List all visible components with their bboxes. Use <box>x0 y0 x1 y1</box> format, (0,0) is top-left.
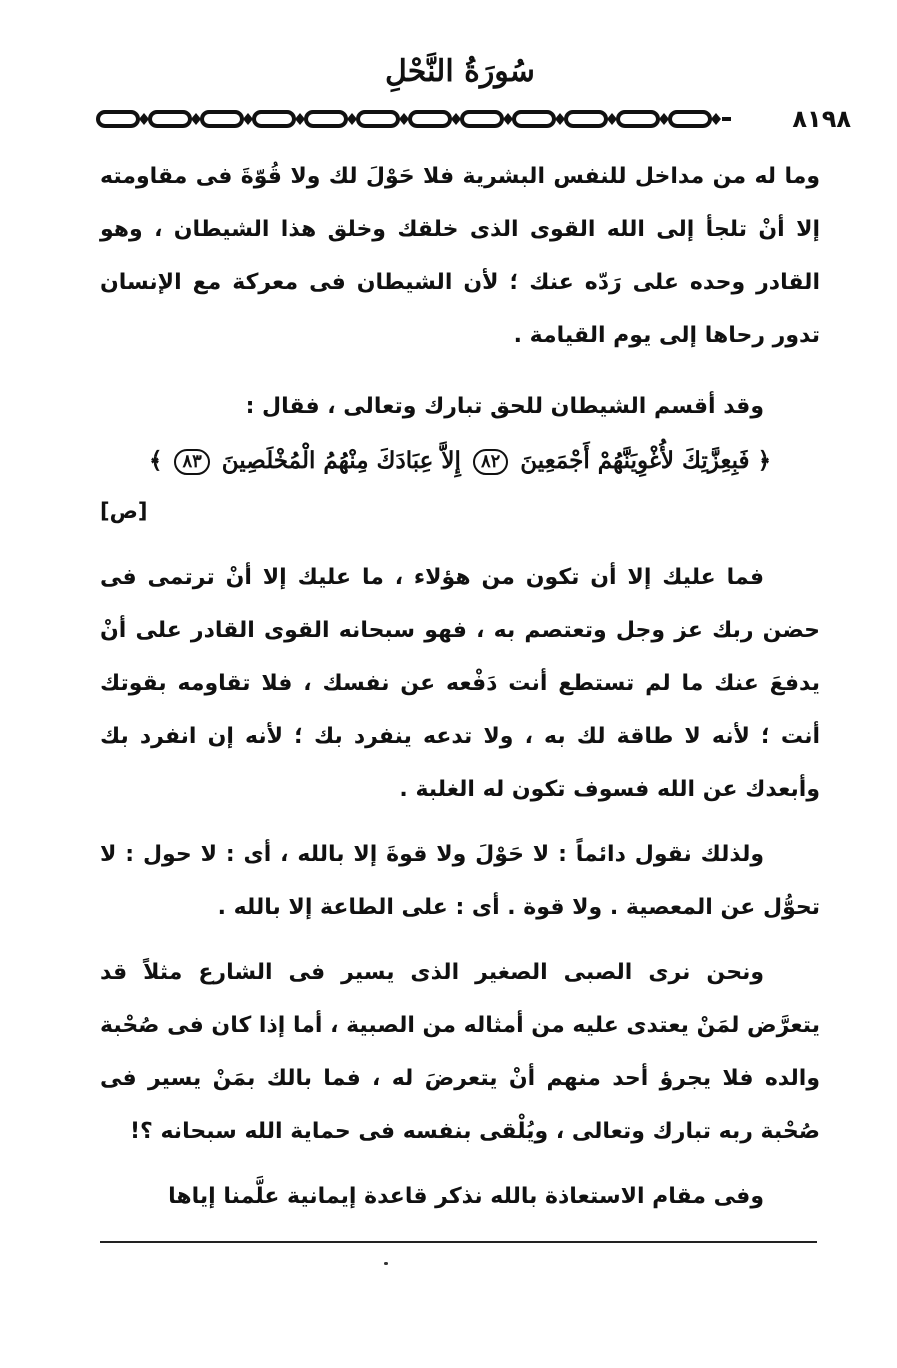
page-number: ٨١٩٨ <box>731 104 855 134</box>
footnote-separator <box>100 1241 817 1243</box>
ornament-link <box>670 112 710 126</box>
verse-number-83: ٨٣ <box>174 449 209 475</box>
ornament-diamond <box>555 113 565 125</box>
ornament-diamond <box>451 113 461 125</box>
ornament-diamond <box>295 113 305 125</box>
ornament-diamond <box>399 113 409 125</box>
ornament-diamond <box>347 113 357 125</box>
ornament-link <box>410 112 450 126</box>
ornament-link <box>306 112 346 126</box>
ornament-diamond <box>139 113 149 125</box>
paragraph: وفى مقام الاستعاذة بالله نذكر قاعدة إيمانية علَّمنا إياها <box>168 1184 764 1209</box>
ornament-diamond <box>191 113 201 125</box>
surah-title: سُورَةُ النَّحْلِ <box>385 54 535 89</box>
ornament-link <box>150 112 190 126</box>
paragraph: فما عليك إلا أن تكون من هؤلاء ، ما عليك إلا أنْ ترتمى فى حضن ربك عز وجل وتعتصم به ، فهو سبحانه القوى القادر على أنْ يدفعَ عنك ما لم تستطع أنت دَفْعه عن نفسك ، فلا تقاومه بقوتك أنت ؛ لأنه لا طاقة لك به ، ولا تدعه ينفرد بك ؛ لأنه إن انفرد بك وأبعدك عن الله فسوف تكون له الغلبة . <box>100 565 820 802</box>
main-text <box>100 150 820 1223</box>
ornament-diamond <box>243 113 253 125</box>
quran-verse-part-2: إِلاَّ عِبَادَكَ مِنْهُمُ الْمُخْلَصِينَ <box>221 447 461 474</box>
ornament-diamond <box>711 113 721 125</box>
ornament-link <box>462 112 502 126</box>
paragraph: وقد أقسم الشيطان للحق تبارك وتعالى ، فقال : <box>245 394 764 419</box>
ornament-diamond <box>503 113 513 125</box>
ornament-link <box>98 112 138 126</box>
quran-verse <box>100 433 820 489</box>
paragraph: وما له من مداخل للنفس البشرية فلا حَوْلَ لك ولا قُوّةَ فى مقاومته إلا أنْ تلجأ إلى الله القوى الذى خلقك وخلق هذا الشيطان ، وهو القادر وحده على رَدّه عنك ؛ لأن الشيطان فى معركة مع الإنسان تدور رحاها إلى يوم القيامة . <box>100 164 820 348</box>
quran-open-bracket: ﴿ <box>757 447 772 474</box>
surah-reference: [ص] <box>100 499 148 523</box>
ornament-diamond <box>607 113 617 125</box>
ornament-link <box>358 112 398 126</box>
ornament-link <box>514 112 554 126</box>
paragraph: ونحن نرى الصبى الصغير الذى يسير فى الشارع مثلاً قد يتعرَّض لمَنْ يعتدى عليه من أمثاله من الصبية ، أما إذا كان فى صُحْبة والده فلا يجرؤ أحد منهم أنْ يتعرضَ له ، فما بالك بمَنْ يسير فى صُحْبة ربه تبارك وتعالى ، ويُلْقى بنفسه فى حماية الله سبحانه ؟! <box>100 960 820 1144</box>
scan-speck <box>384 1262 388 1265</box>
quran-verse-part-1: فَبِعِزَّتِكَ لأُغْوِيَنَّهُمْ أَجْمَعِينَ <box>520 447 750 474</box>
ornament-diamond <box>659 113 669 125</box>
ornament-link <box>566 112 606 126</box>
ornament-link <box>618 112 658 126</box>
verse-number-82: ٨٢ <box>473 449 508 475</box>
ornament-link <box>254 112 294 126</box>
ornament-link <box>202 112 242 126</box>
quran-close-bracket: ﴾ <box>148 447 163 474</box>
paragraph: ولذلك نقول دائماً : لا حَوْلَ ولا قوةَ إلا بالله ، أى : لا حول : لا تحوُّل عن المعصية . ولا قوة . أى : على الطاعة إلا بالله . <box>100 842 820 920</box>
